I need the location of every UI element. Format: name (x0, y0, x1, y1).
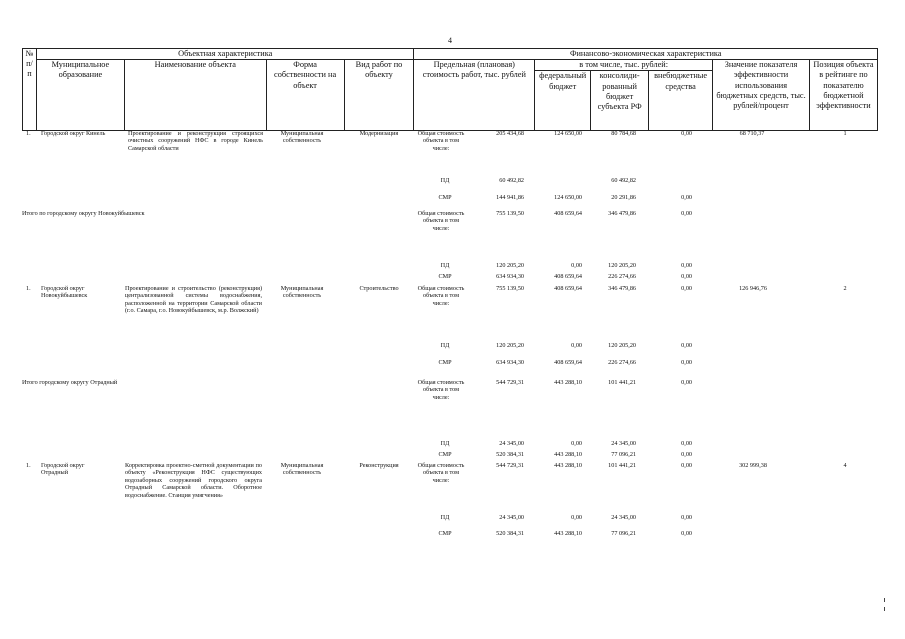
row2-total-extrabudget: 0,00 (681, 285, 692, 292)
subtotal2-pd-cost: 120 205,20 (496, 262, 524, 269)
row2-total-consolidated: 346 479,86 (608, 285, 636, 292)
subtotal2-pd-federal: 0,00 (571, 262, 582, 269)
header-federal: федеральный бюджет (535, 71, 591, 131)
row3-pd-label: ПД (440, 514, 450, 521)
row2-smr-label: СМР (438, 359, 452, 366)
subtotal2-pd-extrabudget: 0,00 (681, 262, 692, 269)
row2-pd-label: ПД (440, 342, 450, 349)
subtotal3-pd-consolidated: 24 345,00 (611, 440, 636, 447)
row2-pd-extrabudget: 0,00 (681, 342, 692, 349)
row2-total-federal: 408 659,64 (554, 285, 582, 292)
header-object-group: Объектная характеристика (36, 49, 413, 60)
row2-efficiency: 126 946,76 (739, 285, 767, 292)
row3-efficiency: 302 999,38 (739, 462, 767, 469)
row1-total-extrabudget: 0,00 (681, 130, 692, 137)
header-finance-group: Финансово-экономическая характеристика (414, 49, 878, 60)
subtotal2-smr-label: СМР (438, 273, 452, 280)
row2-pd-federal: 0,00 (571, 342, 582, 349)
subtotal3-pd-cost: 24 345,00 (499, 440, 524, 447)
row3-smr-label: СМР (438, 530, 452, 537)
subtotal2-pd-consolidated: 120 205,20 (608, 262, 636, 269)
row1-efficiency: 68 710,37 (739, 130, 765, 137)
header-max-cost: Предельная (плановая) стоимость работ, тыс. рублей (414, 60, 535, 131)
header-extrabudget: внебюджетные средства (649, 71, 713, 131)
row1-smr-consolidated: 20 291,86 (611, 194, 636, 201)
subtotal2-smr-cost: 634 934,30 (496, 273, 524, 280)
row3-smr-consolidated: 77 096,21 (611, 530, 636, 537)
subtotal2-total-consolidated: 346 479,86 (608, 210, 636, 217)
row3-pd-consolidated: 24 345,00 (611, 514, 636, 521)
subtotal3-smr-label: СМР (438, 451, 452, 458)
row1-total-cost: 205 434,68 (496, 130, 524, 137)
subtotal3-total-consolidated: 101 441,21 (608, 379, 636, 386)
row1-smr-federal: 124 650,00 (554, 194, 582, 201)
row3-work-type: Реконструкция (359, 462, 399, 469)
row1-object-name: Проектирование и реконструкция строящихся очистных сооружений НФС в городе Кинель Самарской области (128, 130, 263, 152)
row2-total-label: Общая стоимость объекта в том числе: (417, 285, 465, 307)
row1-pd-consolidated: 60 492,82 (611, 177, 636, 184)
row1-smr-extrabudget: 0,00 (681, 194, 692, 201)
subtotal2-total-label: Общая стоимость объекта в том числе: (417, 210, 465, 232)
row3-smr-extrabudget: 0,00 (681, 530, 692, 537)
subtotal3-total-label: Общая стоимость объекта в том числе: (417, 379, 465, 401)
row1-pd-cost: 60 492,82 (499, 177, 524, 184)
header-no: № п/п (23, 49, 37, 131)
row1-total-label: Общая стоимость объекта в том числе: (417, 130, 465, 152)
subtotal3-smr-consolidated: 77 096,21 (611, 451, 636, 458)
subtotal3-total-cost: 544 729,31 (496, 379, 524, 386)
row1-municipality: Городской округ Кинель (41, 130, 106, 137)
row3-no: 1. (26, 462, 31, 469)
subtotal3-total-extrabudget: 0,00 (681, 379, 692, 386)
row2-object-name: Проектирование и строительство (реконструкция) централизованной системы водоснабжения, расположенной на территории Самарской области (г.о. Самара, г.о. Новокуйбышевск, м.р. Волжский) (125, 285, 262, 315)
row2-smr-cost: 634 934,30 (496, 359, 524, 366)
row2-ownership: Муниципальная собственность (280, 285, 324, 300)
header-municipality: Муниципальное образование (36, 60, 124, 131)
row2-rank: 2 (843, 285, 847, 292)
header-consolidated: консолиди-рованный бюджет субъекта РФ (591, 71, 649, 131)
row1-no: 1. (26, 130, 31, 137)
subtotal2-pd-label: ПД (440, 262, 450, 269)
scan-mark (884, 607, 885, 611)
row3-municipality: Городской округ Отрадный (41, 462, 85, 477)
row1-ownership: Муниципальная собственность (280, 130, 324, 145)
row3-total-cost: 544 729,31 (496, 462, 524, 469)
page-number: 4 (448, 36, 452, 45)
row3-total-federal: 443 288,10 (554, 462, 582, 469)
row2-smr-extrabudget: 0,00 (681, 359, 692, 366)
row3-pd-cost: 24 345,00 (499, 514, 524, 521)
subtotal2-smr-extrabudget: 0,00 (681, 273, 692, 280)
row3-rank: 4 (843, 462, 847, 469)
row1-pd-label: ПД (440, 177, 450, 184)
subtotal2-smr-federal: 408 659,64 (554, 273, 582, 280)
row1-total-federal: 124 650,00 (554, 130, 582, 137)
row3-total-extrabudget: 0,00 (681, 462, 692, 469)
row3-total-label: Общая стоимость объекта в том числе: (417, 462, 465, 484)
row1-smr-cost: 144 941,86 (496, 194, 524, 201)
row1-rank: 1 (843, 130, 847, 137)
row1-total-consolidated: 80 784,68 (611, 130, 636, 137)
row2-municipality: Городской округ Новокуйбышевск (41, 285, 88, 300)
header-including: в том числе, тыс. рублей: (535, 60, 713, 71)
subtotal3-pd-federal: 0,00 (571, 440, 582, 447)
row2-pd-cost: 120 205,20 (496, 342, 524, 349)
row3-smr-cost: 520 384,31 (496, 530, 524, 537)
subtotal2-smr-consolidated: 226 274,66 (608, 273, 636, 280)
header-object-name: Наименование объекта (124, 60, 266, 131)
row2-smr-consolidated: 226 274,66 (608, 359, 636, 366)
subtotal3-pd-label: ПД (440, 440, 450, 447)
subtotal3-total-federal: 443 288,10 (554, 379, 582, 386)
row2-work-type: Строительство (359, 285, 399, 292)
row1-smr-label: СМР (438, 194, 452, 201)
subtotal-novokuybyshevsk-label: Итого по городскому округу Новокуйбышевск (22, 210, 145, 217)
subtotal3-smr-cost: 520 384,31 (496, 451, 524, 458)
subtotal3-pd-extrabudget: 0,00 (681, 440, 692, 447)
row1-work-type: Модернизация (359, 130, 399, 137)
table-header (22, 48, 878, 131)
subtotal3-smr-federal: 443 288,10 (554, 451, 582, 458)
row3-pd-extrabudget: 0,00 (681, 514, 692, 521)
row3-object-name: Корректировка проектно-сметной документации по объекту «Реконструкция НФС существующих водозаборных сооружений городского округа Отрадный Самарской области. Оборотное водоснабжение. Станция умягчения» (125, 462, 262, 499)
header-work-type: Вид работ по объекту (344, 60, 414, 131)
header-rank: Позиция объекта в рейтинге по показателю бюджетной эффективности (809, 60, 877, 131)
row2-pd-consolidated: 120 205,20 (608, 342, 636, 349)
row3-smr-federal: 443 288,10 (554, 530, 582, 537)
row3-pd-federal: 0,00 (571, 514, 582, 521)
header-efficiency: Значение показателя эффективности использования бюджетных средств, тыс. рублей/процент (713, 60, 810, 131)
subtotal2-total-federal: 408 659,64 (554, 210, 582, 217)
subtotal-otradny-label: Итого городскому округу Отрадный (22, 379, 118, 386)
row3-ownership: Муниципальная собственность (280, 462, 324, 477)
header-ownership: Форма собственности на объект (266, 60, 344, 131)
row3-total-consolidated: 101 441,21 (608, 462, 636, 469)
subtotal3-smr-extrabudget: 0,00 (681, 451, 692, 458)
subtotal2-total-extrabudget: 0,00 (681, 210, 692, 217)
scan-mark (884, 598, 885, 602)
row2-total-cost: 755 139,50 (496, 285, 524, 292)
row2-no: 1. (26, 285, 31, 292)
subtotal2-total-cost: 755 139,50 (496, 210, 524, 217)
row2-smr-federal: 408 659,64 (554, 359, 582, 366)
